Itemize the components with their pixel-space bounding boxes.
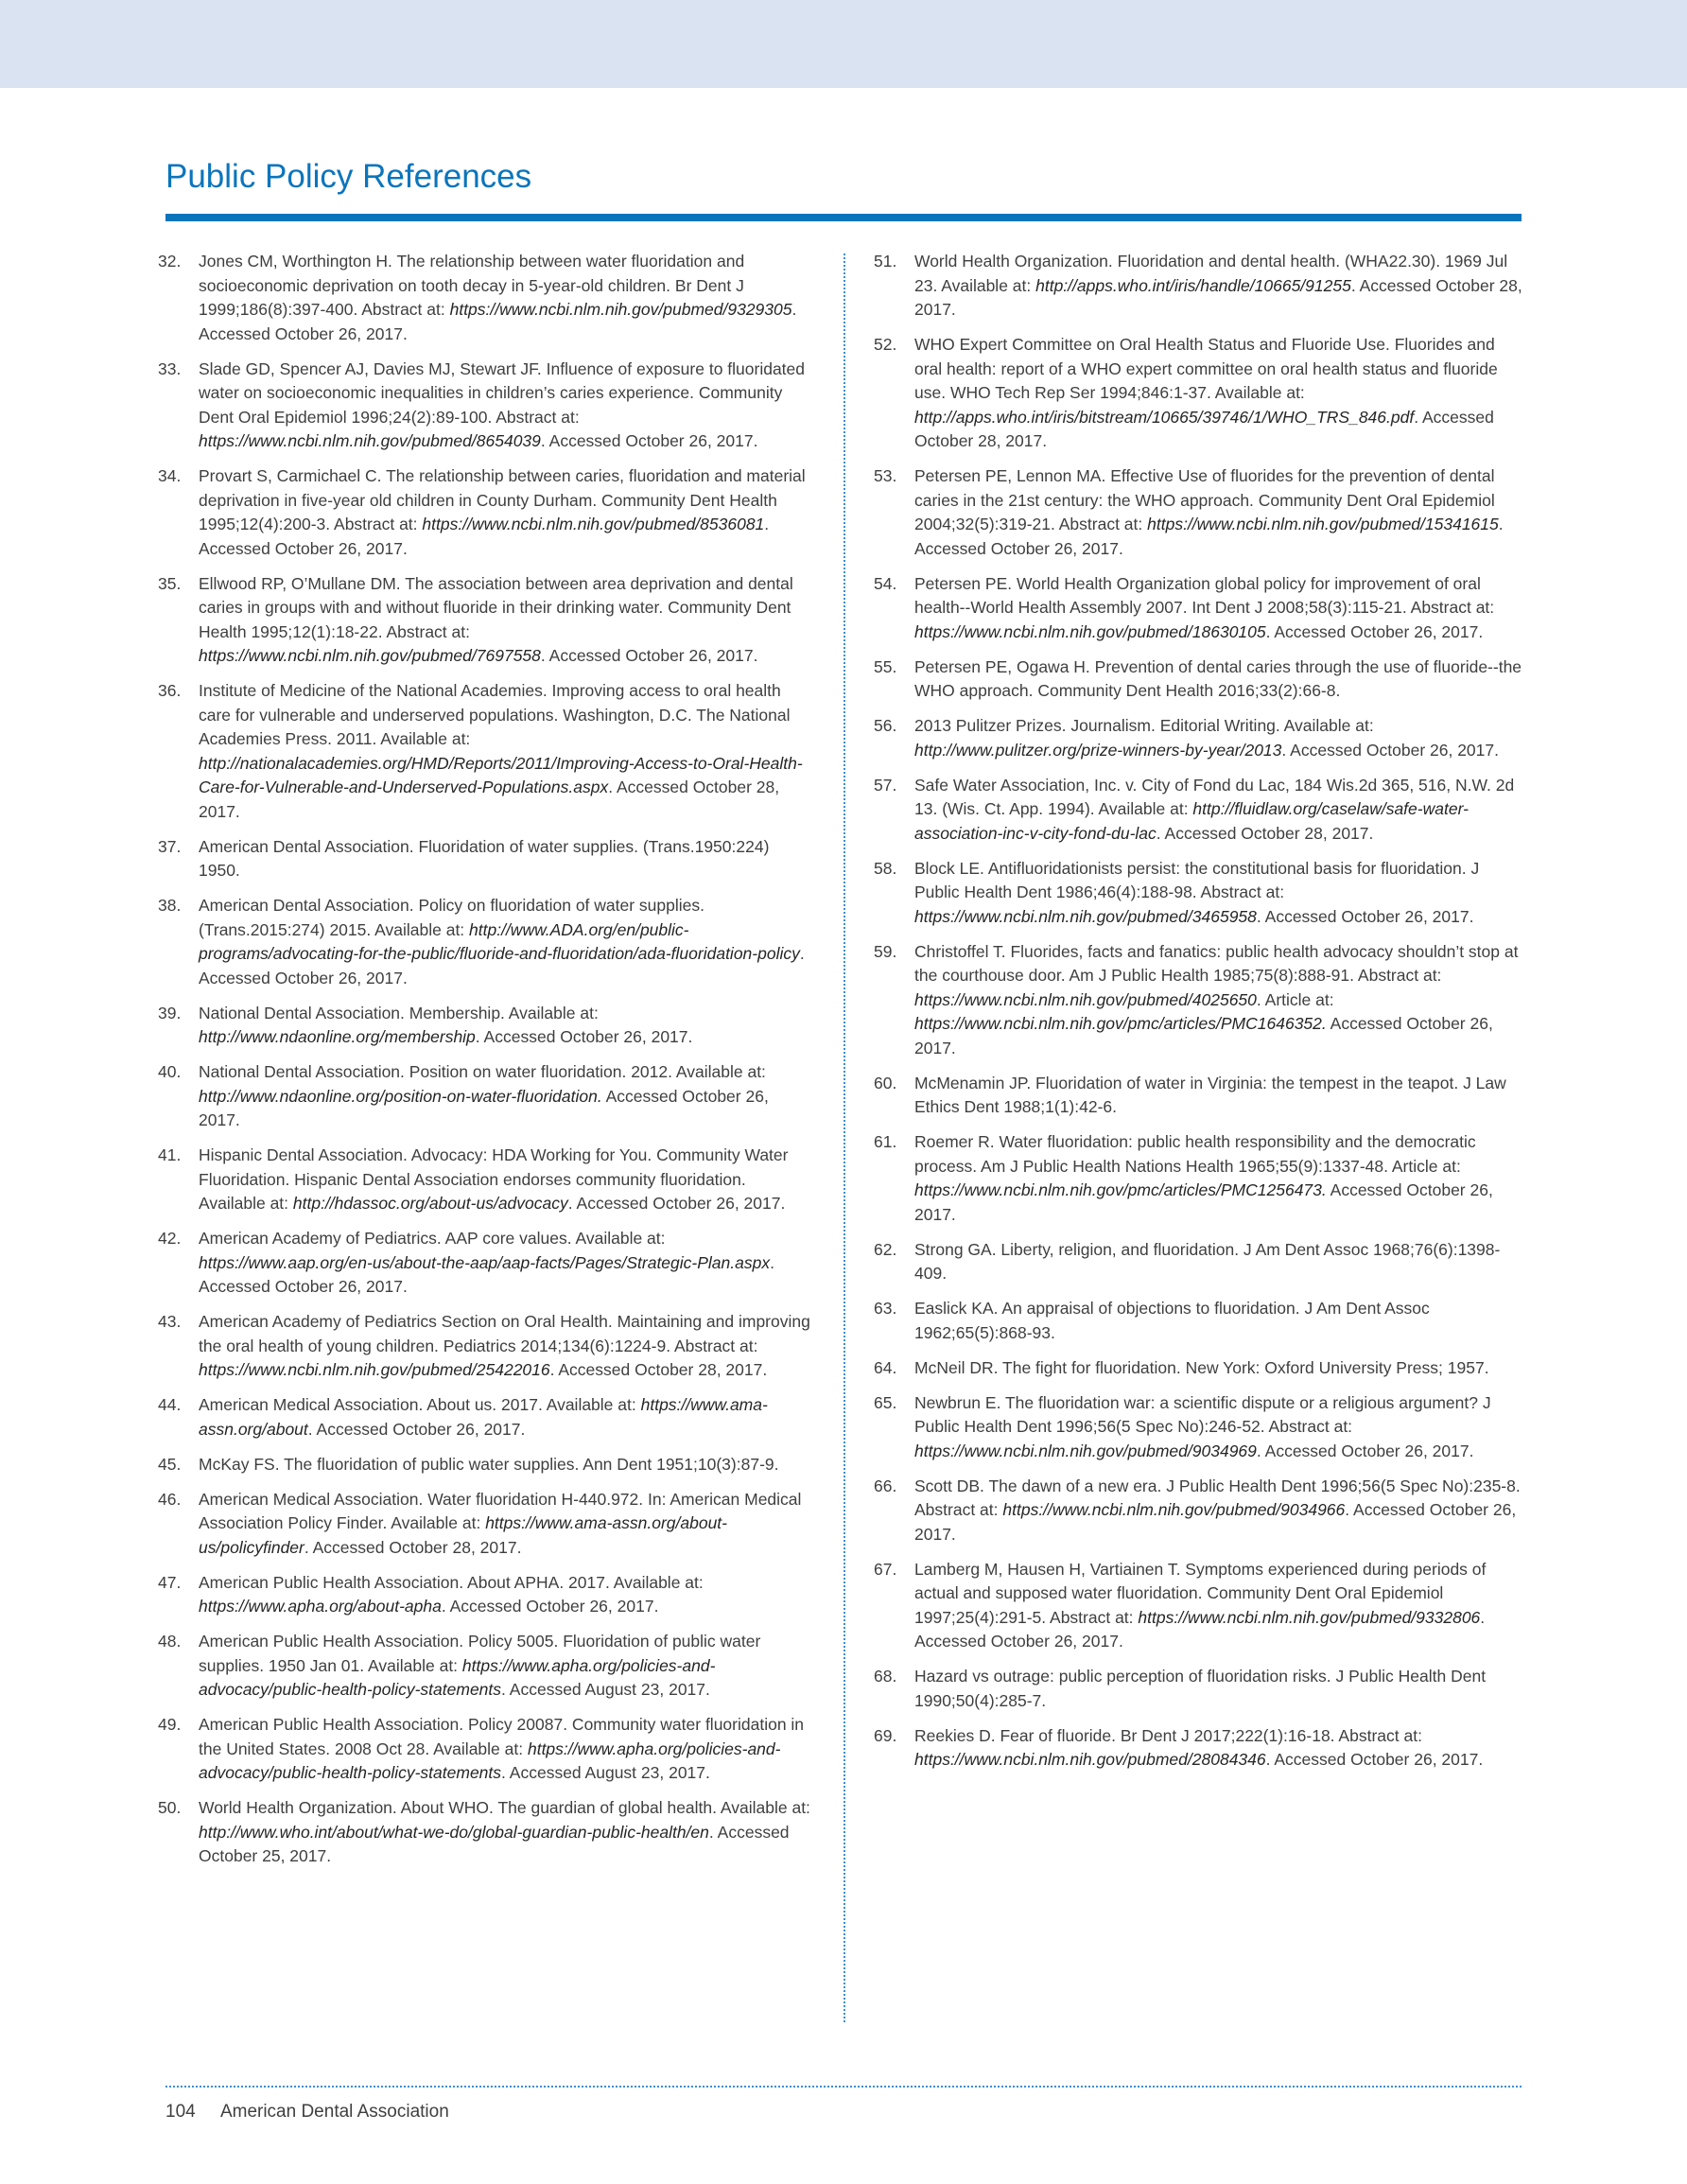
reference-tail: . Accessed October 28, 2017. [199, 778, 780, 821]
reference-link[interactable]: https://www.ncbi.nlm.nih.gov/pubmed/25422016 [199, 1360, 550, 1379]
references-right-column [874, 250, 1524, 1783]
reference-item [158, 1713, 812, 1786]
reference-tail: . Accessed October 26, 2017. [1281, 740, 1499, 760]
reference-text: Easlick KA. An appraisal of objections to fluoridation. J Am Dent Assoc 1962;65(5):868-93. [914, 1299, 1430, 1342]
reference-link[interactable]: http://www.ndaonline.org/membership [199, 1027, 476, 1046]
footer-rule [165, 2086, 1522, 2088]
reference-link[interactable]: http://fluidlaw.org/caselaw/safe-water-association-inc-v-city-fond-du-lac [914, 799, 1469, 843]
reference-tail: . Accessed October 26, 2017. [567, 1194, 786, 1213]
reference-tail: . Accessed October 26, 2017. [1265, 1750, 1484, 1769]
reference-link[interactable]: https://www.ncbi.nlm.nih.gov/pubmed/9332806 [1138, 1607, 1481, 1627]
reference-text: McMenamin JP. Fluoridation of water in Virginia: the tempest in the teapot. J Law Ethics Dent 1988;1(1):42-6. [914, 1073, 1506, 1116]
reference-text: Safe Water Association, Inc. v. City of Fond du Lac, 184 Wis.2d 365, 516, N.W. 2d 13. (Wis. Ct. App. 1994). Available at: [914, 775, 1515, 818]
reference-link[interactable]: https://www.apha.org/policies-and-advocacy/public-health-policy-statements [199, 1655, 716, 1699]
reference-item [158, 358, 812, 454]
reference-tail: . Accessed October 25, 2017. [199, 1822, 790, 1865]
reference-tail: . Accessed October 26, 2017. [540, 431, 758, 450]
reference-link[interactable]: http://www.who.int/about/what-we-do/global-guardian-public-health/en [199, 1822, 709, 1842]
reference-link[interactable]: https://www.ncbi.nlm.nih.gov/pmc/articles/PMC1256473. [914, 1180, 1327, 1199]
reference-number: 47. [158, 1572, 182, 1592]
reference-link[interactable]: http://nationalacademies.org/HMD/Reports/2011/Improving-Access-to-Oral-Health-Care-for-Vulnerable-and-Underserved-Populations.aspx [199, 753, 803, 796]
reference-item [158, 1060, 812, 1133]
reference-text: World Health Organization. Fluoridation and dental health. (WHA22.30). 1969 Jul 23. Available at: [914, 252, 1508, 295]
reference-item [158, 1488, 812, 1561]
reference-link[interactable]: http://www.ADA.org/en/public-programs/advocating-for-the-public/fluoride-and-fluoridation/ada-fluoridation-policy [199, 919, 800, 963]
reference-item [158, 572, 812, 669]
reference-tail: . Accessed August 23, 2017. [501, 1680, 710, 1699]
reference-link[interactable]: https://www.ncbi.nlm.nih.gov/pubmed/18630105 [914, 621, 1266, 641]
reference-number: 32. [158, 252, 182, 271]
reference-item [158, 679, 812, 824]
reference-number: 42. [158, 1229, 182, 1248]
reference-number: 44. [158, 1395, 182, 1414]
reference-item [874, 572, 1524, 645]
reference-link[interactable]: http://hdassoc.org/about-us/advocacy [292, 1194, 568, 1213]
reference-tail: . Accessed October 26, 2017. [914, 1500, 1517, 1544]
reference-text: Jones CM, Worthington H. The relationship between water fluoridation and socioeconomic deprivation on tooth decay in 5-year-old children. Br Dent J 1999;186(8):397-400. Abstract at: [199, 252, 745, 319]
reference-text: World Health Organization. About WHO. The guardian of global health. Available at: [199, 1798, 810, 1817]
reference-number: 57. [874, 775, 897, 795]
title-rule [165, 214, 1522, 221]
reference-number: 64. [874, 1357, 897, 1377]
reference-text: Petersen PE, Ogawa H. Prevention of dental caries through the use of fluoride--the WHO approach. Community Dent Health 2016;33(2):66-8. [914, 656, 1522, 700]
reference-text: Petersen PE, Lennon MA. Effective Use of fluorides for the prevention of dental caries in the 21st century: the WHO approach. Community Dent Oral Epidemiol 2004;32(5):319-21. Abstract at: [914, 466, 1495, 533]
reference-tail: . Accessed October 28, 2017. [304, 1537, 522, 1557]
reference-text: Institute of Medicine of the National Academies. Improving access to oral health care for vulnerable and underserved populations. Washington, D.C. The National Academies Press. 2011. Available at: [199, 681, 791, 748]
column-divider [844, 253, 845, 2022]
reference-item [158, 1393, 812, 1441]
reference-item [874, 1238, 1524, 1286]
reference-number: 61. [874, 1132, 897, 1151]
reference-number: 59. [874, 941, 897, 961]
reference-link[interactable]: https://www.ncbi.nlm.nih.gov/pubmed/15341615 [1147, 515, 1499, 533]
reference-item [874, 1665, 1524, 1713]
reference-link[interactable]: https://www.ncbi.nlm.nih.gov/pubmed/8536081 [422, 515, 765, 533]
reference-item [158, 1227, 812, 1300]
page-title: Public Policy References [165, 158, 532, 195]
reference-item [874, 714, 1524, 762]
reference-item [874, 464, 1524, 561]
reference-item [158, 1630, 812, 1703]
reference-item [158, 1002, 812, 1050]
reference-text: Christoffel T. Fluorides, facts and fanatics: public health advocacy shouldn’t stop at the courthouse door. Am J Public Health 1985;75(8):888-91. Abstract at: [914, 941, 1519, 985]
top-band [0, 0, 1687, 88]
reference-text: American Public Health Association. Policy 20087. Community water fluoridation in the United States. 2008 Oct 28. Available at: [199, 1715, 805, 1758]
reference-item [874, 1475, 1524, 1547]
reference-link[interactable]: https://www.ncbi.nlm.nih.gov/pubmed/7697558 [199, 646, 541, 665]
reference-text: Scott DB. The dawn of a new era. J Public Health Dent 1996;56(5 Spec No):235-8. Abstract at: [914, 1476, 1521, 1519]
reference-number: 62. [874, 1239, 897, 1259]
reference-text: American Public Health Association. Policy 5005. Fluoridation of public water supplies. 1950 Jan 01. Available at: [199, 1632, 761, 1675]
reference-tail: . Accessed October 28, 2017. [914, 275, 1522, 319]
reference-item [158, 835, 812, 883]
reference-tail: . Accessed October 26, 2017. [199, 1252, 774, 1296]
reference-number: 34. [158, 466, 182, 485]
reference-text: American Dental Association. Policy on fluoridation of water supplies. (Trans.2015:274) 2015. Available at: [199, 896, 704, 939]
reference-number: 40. [158, 1062, 182, 1081]
reference-item [874, 333, 1524, 454]
reference-text: American Academy of Pediatrics. AAP core values. Available at: [199, 1229, 666, 1248]
reference-link[interactable]: https://www.ncbi.nlm.nih.gov/pubmed/4025650 [914, 989, 1257, 1009]
reference-text: Strong GA. Liberty, religion, and fluoridation. J Am Dent Assoc 1968;76(6):1398-409. [914, 1239, 1501, 1283]
reference-link[interactable]: http://www.ndaonline.org/position-on-water-fluoridation. [199, 1086, 602, 1106]
reference-text: National Dental Association. Position on water fluoridation. 2012. Available at: [199, 1062, 766, 1081]
publisher-name: American Dental Association [219, 2102, 449, 2122]
reference-tail: . Accessed August 23, 2017. [501, 1763, 710, 1782]
reference-number: 35. [158, 573, 182, 593]
reference-text: Petersen PE. World Health Organization global policy for improvement of oral health--World Health Assembly 2007. Int Dent J 2008;58(3):115-21. Abstract at: [914, 573, 1495, 617]
reference-item [874, 1391, 1524, 1464]
reference-item [158, 464, 812, 561]
reference-number: 48. [158, 1632, 182, 1651]
reference-number: 69. [874, 1725, 897, 1745]
reference-link[interactable]: http://www.pulitzer.org/prize-winners-by-year/2013 [914, 740, 1282, 760]
reference-text: Roemer R. Water fluoridation: public health responsibility and the democratic process. Am J Public Health Nations Health 1965;55(9):1337-48. Article at: [914, 1132, 1476, 1176]
reference-tail: . Accessed October 26, 2017. [914, 515, 1504, 558]
reference-item [158, 1453, 812, 1477]
reference-number: 43. [158, 1312, 182, 1331]
reference-number: 65. [874, 1392, 897, 1412]
reference-number: 46. [158, 1489, 182, 1509]
reference-item [874, 857, 1524, 930]
reference-number: 66. [874, 1476, 897, 1495]
reference-number: 50. [158, 1798, 182, 1817]
reference-tail: . Accessed October 26, 2017. [540, 646, 758, 665]
reference-link[interactable]: https://www.ncbi.nlm.nih.gov/pmc/articles/PMC1646352. [914, 1014, 1327, 1033]
reference-number: 39. [158, 1003, 182, 1022]
reference-text: American Medical Association. About us. 2017. Available at: [199, 1395, 641, 1414]
reference-tail: . Accessed October 26, 2017. [199, 515, 770, 558]
reference-link[interactable]: https://www.apha.org/policies-and-advocacy/public-health-policy-statements [199, 1738, 781, 1782]
reference-tail: . Accessed October 28, 2017. [1156, 823, 1374, 843]
reference-tail: . Article at: [1256, 989, 1334, 1009]
reference-item [158, 1144, 812, 1216]
reference-tail: . Accessed October 26, 2017. [1265, 621, 1484, 641]
reference-link[interactable]: https://www.ncbi.nlm.nih.gov/pubmed/9034969 [914, 1441, 1257, 1460]
reference-link[interactable]: https://www.ncbi.nlm.nih.gov/pubmed/9034966 [1002, 1500, 1346, 1519]
reference-text: McKay FS. The fluoridation of public water supplies. Ann Dent 1951;10(3):87-9. [199, 1454, 779, 1474]
reference-tail: Accessed October 26, 2017. [914, 1014, 1493, 1057]
reference-item [874, 1297, 1524, 1345]
page-number: 104 [165, 2102, 196, 2122]
reference-tail: . Accessed October 26, 2017. [475, 1027, 693, 1046]
reference-number: 41. [158, 1145, 182, 1164]
reference-number: 56. [874, 716, 897, 735]
reference-tail: . Accessed October 28, 2017. [914, 407, 1494, 450]
reference-tail: . Accessed October 26, 2017. [914, 1607, 1486, 1651]
references-left-column [158, 250, 812, 1879]
reference-item [158, 250, 812, 346]
reference-item [158, 894, 812, 990]
reference-text: Provart S, Carmichael C. The relationship between caries, fluoridation and material deprivation in five-year old children in County Durham. Community Dent Health 1995;12(4):200-3. Abstract at: [199, 466, 806, 533]
reference-item [874, 940, 1524, 1061]
reference-text: Reekies D. Fear of fluoride. Br Dent J 2017;222(1):16-18. Abstract at: [914, 1725, 1422, 1745]
reference-number: 60. [874, 1073, 897, 1092]
reference-tail: . Accessed October 26, 2017. [199, 300, 797, 343]
reference-link[interactable]: https://www.apha.org/about-apha [199, 1597, 442, 1616]
reference-item [158, 1310, 812, 1383]
reference-number: 37. [158, 836, 182, 856]
reference-number: 36. [158, 681, 182, 700]
reference-tail: . Accessed October 28, 2017. [549, 1360, 768, 1379]
reference-item [158, 1571, 812, 1619]
reference-link[interactable]: https://www.ncbi.nlm.nih.gov/pubmed/3465958 [914, 906, 1257, 926]
reference-link[interactable]: http://apps.who.int/iris/handle/10665/91255 [1035, 275, 1351, 295]
reference-text: Hispanic Dental Association. Advocacy: HDA Working for You. Community Water Fluoridation. Hispanic Dental Association endorses community fluoridation. Available at: [199, 1145, 789, 1213]
reference-tail: . Accessed October 26, 2017. [1256, 906, 1474, 926]
reference-number: 33. [158, 358, 182, 378]
reference-text: American Academy of Pediatrics Section on Oral Health. Maintaining and improving the oral health of young children. Pediatrics 2014;134(6):1224-9. Abstract at: [199, 1312, 810, 1355]
reference-number: 68. [874, 1667, 897, 1686]
reference-text: Block LE. Antifluoridationists persist: the constitutional basis for fluoridation. J Public Health Dent 1986;46(4):188-98. Abstract at: [914, 858, 1480, 901]
reference-number: 58. [874, 858, 897, 878]
reference-link[interactable]: https://www.ncbi.nlm.nih.gov/pubmed/9329305 [449, 300, 792, 319]
reference-item [874, 774, 1524, 847]
reference-text: WHO Expert Committee on Oral Health Status and Fluoride Use. Fluorides and oral health: report of a WHO expert committee on oral health status and fluoride use. WHO Tech Rep Ser 1994;846:1-37. Available at: [914, 335, 1498, 402]
reference-text: 2013 Pulitzer Prizes. Journalism. Editorial Writing. Available at: [914, 716, 1374, 735]
reference-number: 52. [874, 335, 897, 354]
reference-item [874, 1558, 1524, 1654]
reference-text: National Dental Association. Membership. Available at: [199, 1003, 599, 1022]
reference-link[interactable]: https://www.ama-assn.org/about [199, 1395, 768, 1439]
reference-tail: . Accessed October 26, 2017. [1256, 1441, 1474, 1460]
reference-number: 67. [874, 1559, 897, 1579]
reference-tail: Accessed October 26, 2017. [199, 1086, 769, 1129]
reference-number: 49. [158, 1715, 182, 1734]
reference-number: 54. [874, 573, 897, 593]
reference-item [874, 1130, 1524, 1227]
reference-item [874, 655, 1524, 704]
reference-number: 45. [158, 1454, 182, 1474]
reference-tail: . Accessed October 26, 2017. [199, 944, 805, 987]
reference-number: 55. [874, 656, 897, 676]
reference-tail: . Accessed October 26, 2017. [307, 1419, 526, 1439]
reference-text: American Public Health Association. About APHA. 2017. Available at: [199, 1572, 704, 1592]
reference-text: Ellwood RP, O’Mullane DM. The association between area deprivation and dental caries in groups with and without fluoride in their drinking water. Community Dent Health 1995;12(1):18-22. Abstract at: [199, 573, 793, 641]
reference-link[interactable]: https://www.ncbi.nlm.nih.gov/pubmed/8654039 [199, 431, 541, 450]
reference-text: Lamberg M, Hausen H, Vartiainen T. Symptoms experienced during periods of actual and supposed water fluoridation. Community Dent Oral Epidemiol 1997;25(4):291-5. Abstract at: [914, 1559, 1487, 1627]
reference-text: McNeil DR. The fight for fluoridation. New York: Oxford University Press; 1957. [914, 1357, 1489, 1377]
reference-link[interactable]: https://www.aap.org/en-us/about-the-aap/aap-facts/Pages/Strategic-Plan.aspx [199, 1252, 771, 1272]
reference-text: Hazard vs outrage: public perception of fluoridation risks. J Public Health Dent 1990;50(4):285-7. [914, 1667, 1487, 1710]
reference-item [874, 1724, 1524, 1773]
reference-number: 51. [874, 252, 897, 271]
reference-text: American Medical Association. Water fluoridation H-440.972. In: American Medical Association Policy Finder. Available at: [199, 1489, 802, 1532]
reference-link[interactable]: https://www.ncbi.nlm.nih.gov/pubmed/28084346 [914, 1750, 1266, 1769]
reference-text: Slade GD, Spencer AJ, Davies MJ, Stewart JF. Influence of exposure to fluoridated water on socioeconomic inequalities in children’s caries experience. Community Dent Oral Epidemiol 1996;24(2):89-100. Abstract at: [199, 358, 806, 427]
reference-number: 53. [874, 466, 897, 485]
reference-item [874, 1072, 1524, 1120]
reference-item [874, 250, 1524, 323]
reference-link[interactable]: https://www.ama-assn.org/about-us/policyfinder [199, 1513, 727, 1557]
reference-item [158, 1796, 812, 1869]
reference-text: Newbrun E. The fluoridation war: a scientific dispute or a religious argument? J Public Health Dent 1996;56(5 Spec No):246-52. Abstract at: [914, 1392, 1491, 1436]
reference-item [874, 1356, 1524, 1381]
reference-text: American Dental Association. Fluoridation of water supplies. (Trans.1950:224) 1950. [199, 836, 770, 880]
reference-number: 38. [158, 896, 182, 915]
reference-number: 63. [874, 1299, 897, 1318]
reference-tail: Accessed October 26, 2017. [914, 1180, 1493, 1224]
reference-link[interactable]: http://apps.who.int/iris/bitstream/10665/39746/1/WHO_TRS_846.pdf [914, 407, 1415, 427]
page-footer [165, 2102, 449, 2123]
reference-tail: . Accessed October 26, 2017. [441, 1597, 659, 1616]
